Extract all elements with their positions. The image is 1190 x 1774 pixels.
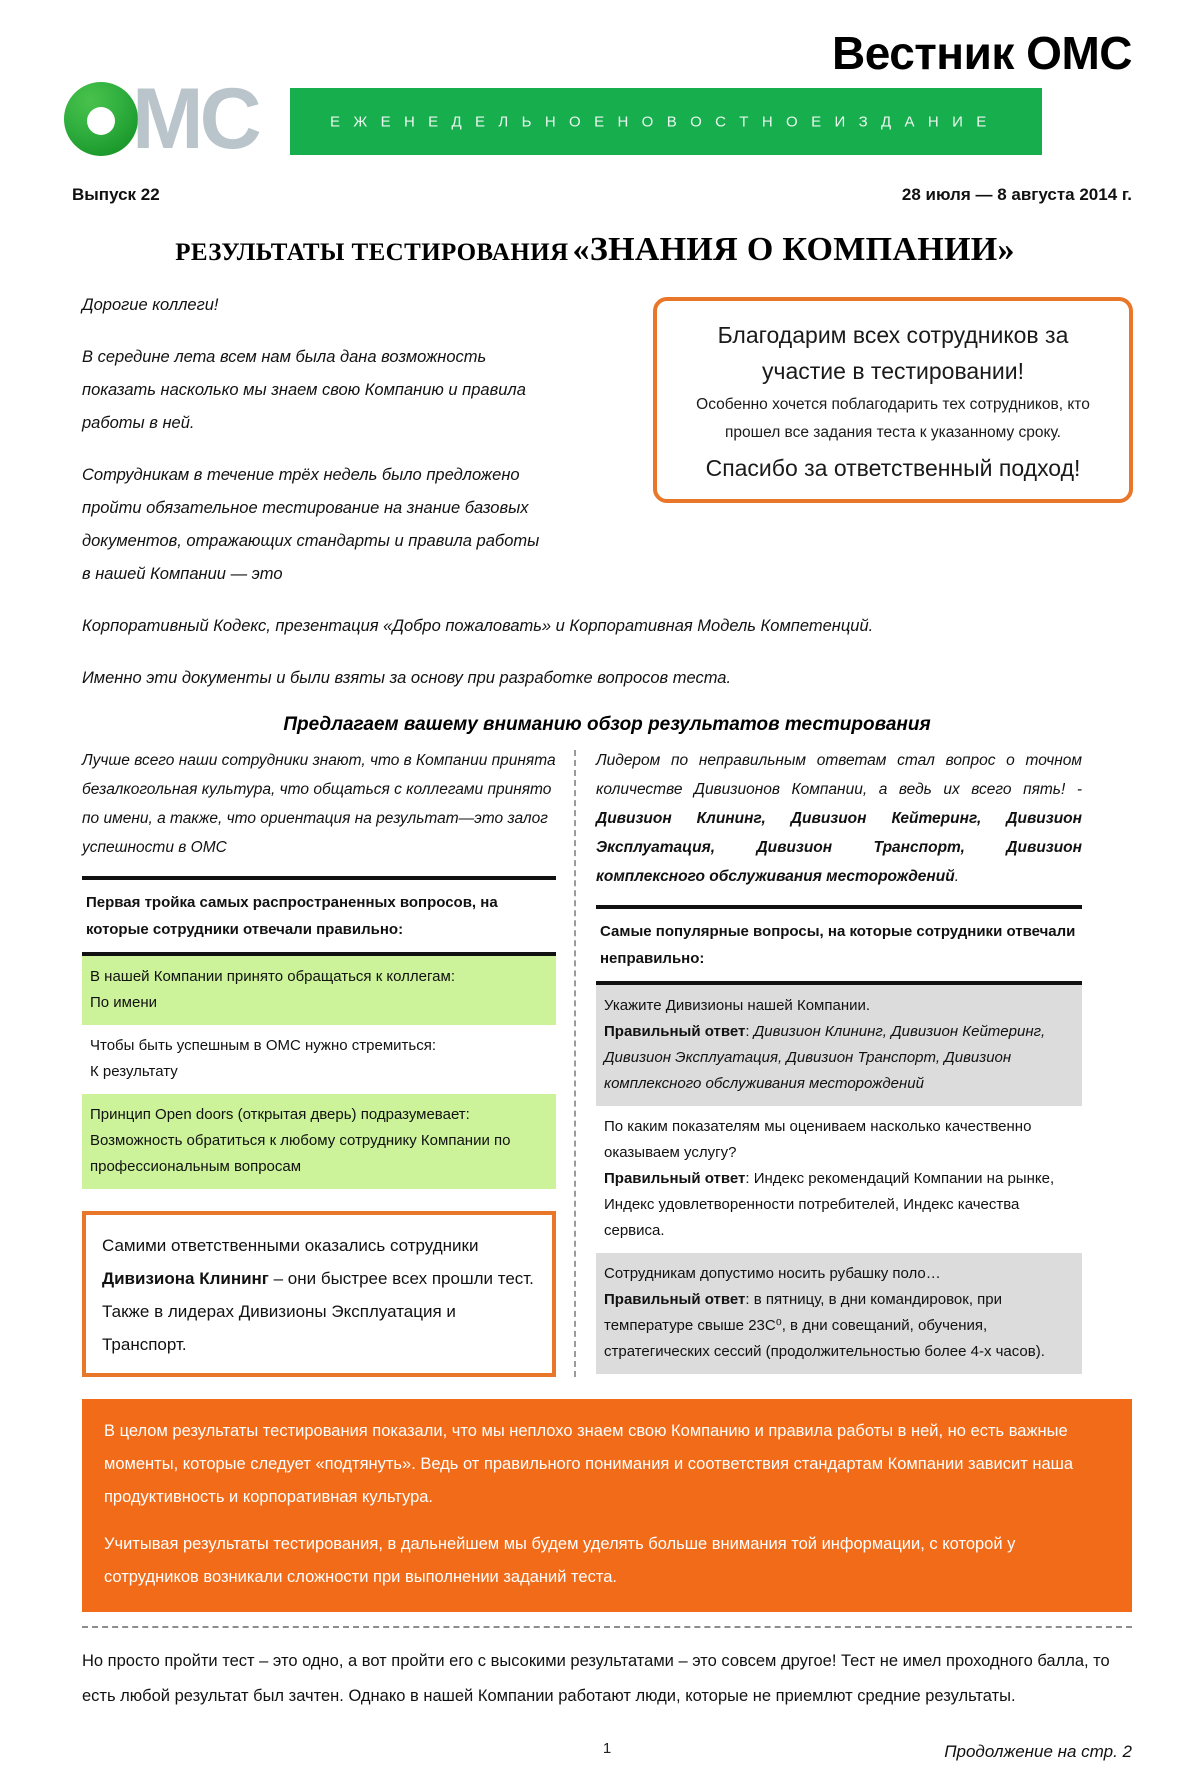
logo-mc-text: MC (132, 71, 258, 167)
left-question-list (82, 956, 556, 1189)
tagline-band (290, 88, 1042, 155)
right-column-heading: Самые популярные вопросы, на которые сотрудники отвечали неправильно: (600, 923, 1076, 967)
right-qa-answer-label: Правильный ответ (604, 1291, 746, 1308)
thanks-closing: Спасибо за ответственный подход! (705, 455, 1081, 481)
summary-paragraph-1: В целом результаты тестирования показали, что мы неплохо знаем свою Компанию и правила работы в ней, но есть важные моменты, которые следует «подтянуть». Ведь от правильного понимания и соответствия стандартам Компании зависит наша продуктивность и корпоративная культура. (104, 1422, 1074, 1506)
continuation-note: Продолжение на стр. 2 (944, 1742, 1132, 1761)
left-qa-item (82, 956, 556, 1025)
left-column-heading-box (82, 876, 556, 956)
right-qa-item (596, 1253, 1082, 1374)
left-column-lead: Лучше всего наши сотрудники знают, что в Компании принята безалкогольная культура, что общаться с коллегами принято по имени, а также, что ориентация на результат—это залог успешности в ОМС (82, 752, 556, 856)
right-qa-question: Укажите Дивизионы нашей Компании. (604, 997, 871, 1014)
two-column-layout (82, 746, 1132, 1377)
right-qa-answer-label: Правильный ответ (604, 1023, 746, 1040)
left-qa-question: В нашей Компании принято обращаться к коллегам: (90, 968, 455, 985)
right-qa-question: По каким показателям мы оцениваем насколько качественно оказываем услугу? (604, 1118, 1032, 1161)
results-section-title: Предлагаем вашему вниманию обзор результатов тестирования (283, 714, 931, 735)
omc-logo (64, 71, 294, 167)
responsibility-note-box (82, 1211, 556, 1377)
right-qa-answer-sep: : (745, 1023, 754, 1040)
left-qa-question: Чтобы быть успешным в ОМС нужно стремиться: (90, 1037, 436, 1054)
issue-date-range: 28 июля — 8 августа 2014 г. (901, 185, 1132, 204)
left-qa-answer (90, 1059, 548, 1085)
masthead (0, 0, 1190, 175)
summary-orange-block (82, 1399, 1132, 1612)
logo-o-hole (87, 107, 115, 135)
right-lead-divisions: Дивизион Клининг, Дивизион Кейтеринг, Дивизион Эксплуатация, Дивизион Транспорт, Дивизион комплексного обслуживания месторождений (596, 810, 1082, 885)
left-qa-answer (90, 990, 548, 1016)
left-qa-item (82, 1025, 556, 1094)
right-question-list (596, 985, 1082, 1374)
right-qa-answer-text: Индекс рекомендаций Компании на рынке, Индекс удовлетворенности потребителей, Индекс качества сервиса. (604, 1170, 1055, 1239)
left-qa-answer-text: По имени (90, 994, 157, 1011)
content-area (0, 289, 1190, 1774)
right-qa-answer (604, 1166, 1074, 1244)
right-qa-answer-text: в пятницу, в дни командировок, при температуре свыше 23С⁰, в дни совещаний, обучения, стратегических сессий (продолжительностью более 4-х часов). (604, 1291, 1045, 1360)
left-qa-answer (90, 1128, 548, 1180)
intro-paragraph-3: Корпоративный Кодекс, презентация «Добро пожаловать» и Корпоративная Модель Компетенций. (82, 617, 874, 635)
left-qa-answer-text: Возможность обратиться к любому сотруднику Компании по профессиональным вопросам (90, 1132, 511, 1175)
intro-paragraph-4: Именно эти документы и были взяты за основу при разработке вопросов теста. (82, 669, 732, 687)
right-qa-item (596, 985, 1082, 1106)
dashed-separator (82, 1626, 1132, 1628)
page-footer (82, 1740, 1132, 1774)
note-bold-division: Дивизиона Клининг (102, 1269, 269, 1288)
right-qa-item (596, 1106, 1082, 1253)
intro-greeting: Дорогие коллеги! (82, 296, 219, 314)
page-number: 1 (602, 1740, 612, 1757)
issue-number: Выпуск 22 (72, 185, 160, 204)
intro-paragraph-1: В середине лета всем нам была дана возможность показать насколько мы знаем свою Компанию и правила работы в ней. (82, 348, 526, 432)
right-qa-answer-sep: : (745, 1291, 754, 1308)
intro-paragraph-2: Сотрудникам в течение трёх недель было предложено пройти обязательное тестирование на знание базовых документов, отражающих стандарты и правила работы в нашей Компании — это (82, 466, 540, 583)
right-qa-answer-text: Дивизион Клининг, Дивизион Кейтеринг, Дивизион Эксплуатация, Дивизион Транспорт, Дивизион комплексного обслуживания месторождений (604, 1023, 1046, 1092)
note-part-2: – они быстрее всех прошли тест. Также в лидерах Дивизионы Эксплуатация и Транспорт. (102, 1269, 534, 1354)
responsibility-note-text (102, 1229, 536, 1361)
right-lead-part-1: Лидером по неправильным ответам стал вопрос о точном количестве Дивизионов Компании, а ведь их всего пять! - (596, 752, 1082, 798)
summary-paragraph-2: Учитывая результаты тестирования, в дальнейшем мы будем уделять больше внимания той информации, с которой у сотрудников возникали сложности при выполнении заданий теста. (104, 1535, 1016, 1586)
right-qa-answer (604, 1019, 1074, 1097)
left-qa-item (82, 1094, 556, 1189)
right-lead-part-2: . (954, 868, 960, 885)
left-qa-answer-text: К результату (90, 1063, 178, 1080)
right-column-lead (596, 746, 1082, 891)
correct-answers-column (82, 746, 574, 1377)
right-qa-question: Сотрудникам допустимо носить рубашку поло… (604, 1265, 941, 1282)
note-part-1: Самими ответственными оказались сотрудники (102, 1236, 479, 1255)
right-column-heading-box (596, 905, 1082, 985)
right-qa-answer (604, 1287, 1074, 1365)
headline-main: «ЗНАНИЯ О КОМПАНИИ» (572, 231, 1015, 268)
thanks-headline: Благодарим всех сотрудников за участие в тестировании! (717, 322, 1069, 384)
left-column-heading: Первая тройка самых распространенных вопросов, на которые сотрудники отвечали правильно: (86, 894, 498, 938)
thanks-subtext: Особенно хочется поблагодарить тех сотрудников, кто прошел все задания теста к указанному сроку. (696, 396, 1090, 441)
tagline-text: Е Ж Е Н Е Д Е Л Ь Н О Е Н О В О С Т Н О Е И З Д А Н И Е (330, 113, 991, 130)
right-qa-answer-label: Правильный ответ (604, 1170, 746, 1187)
page-title (0, 231, 1190, 269)
thanks-callout-box (653, 297, 1133, 503)
closing-paragraph: Но просто пройти тест – это одно, а вот пройти его с высокими результатами – это совсем другое! Тест не имел проходного балла, то есть любой результат был зачтен. Однако в нашей Компании работают люди, которые не приемлют средние результаты. (82, 1652, 1110, 1705)
right-qa-answer-sep: : (745, 1170, 754, 1187)
left-qa-question: Принцип Open doors (открытая дверь) подразумевает: (90, 1106, 470, 1123)
publication-title: Вестник ОМС (832, 27, 1132, 79)
logo-o-icon (64, 82, 138, 156)
incorrect-answers-column (590, 746, 1082, 1377)
intro-section (82, 289, 1132, 695)
headline-prefix: РЕЗУЛЬТАТЫ ТЕСТИРОВАНИЯ (175, 239, 569, 266)
column-divider (574, 750, 576, 1377)
issue-row (72, 185, 1132, 213)
